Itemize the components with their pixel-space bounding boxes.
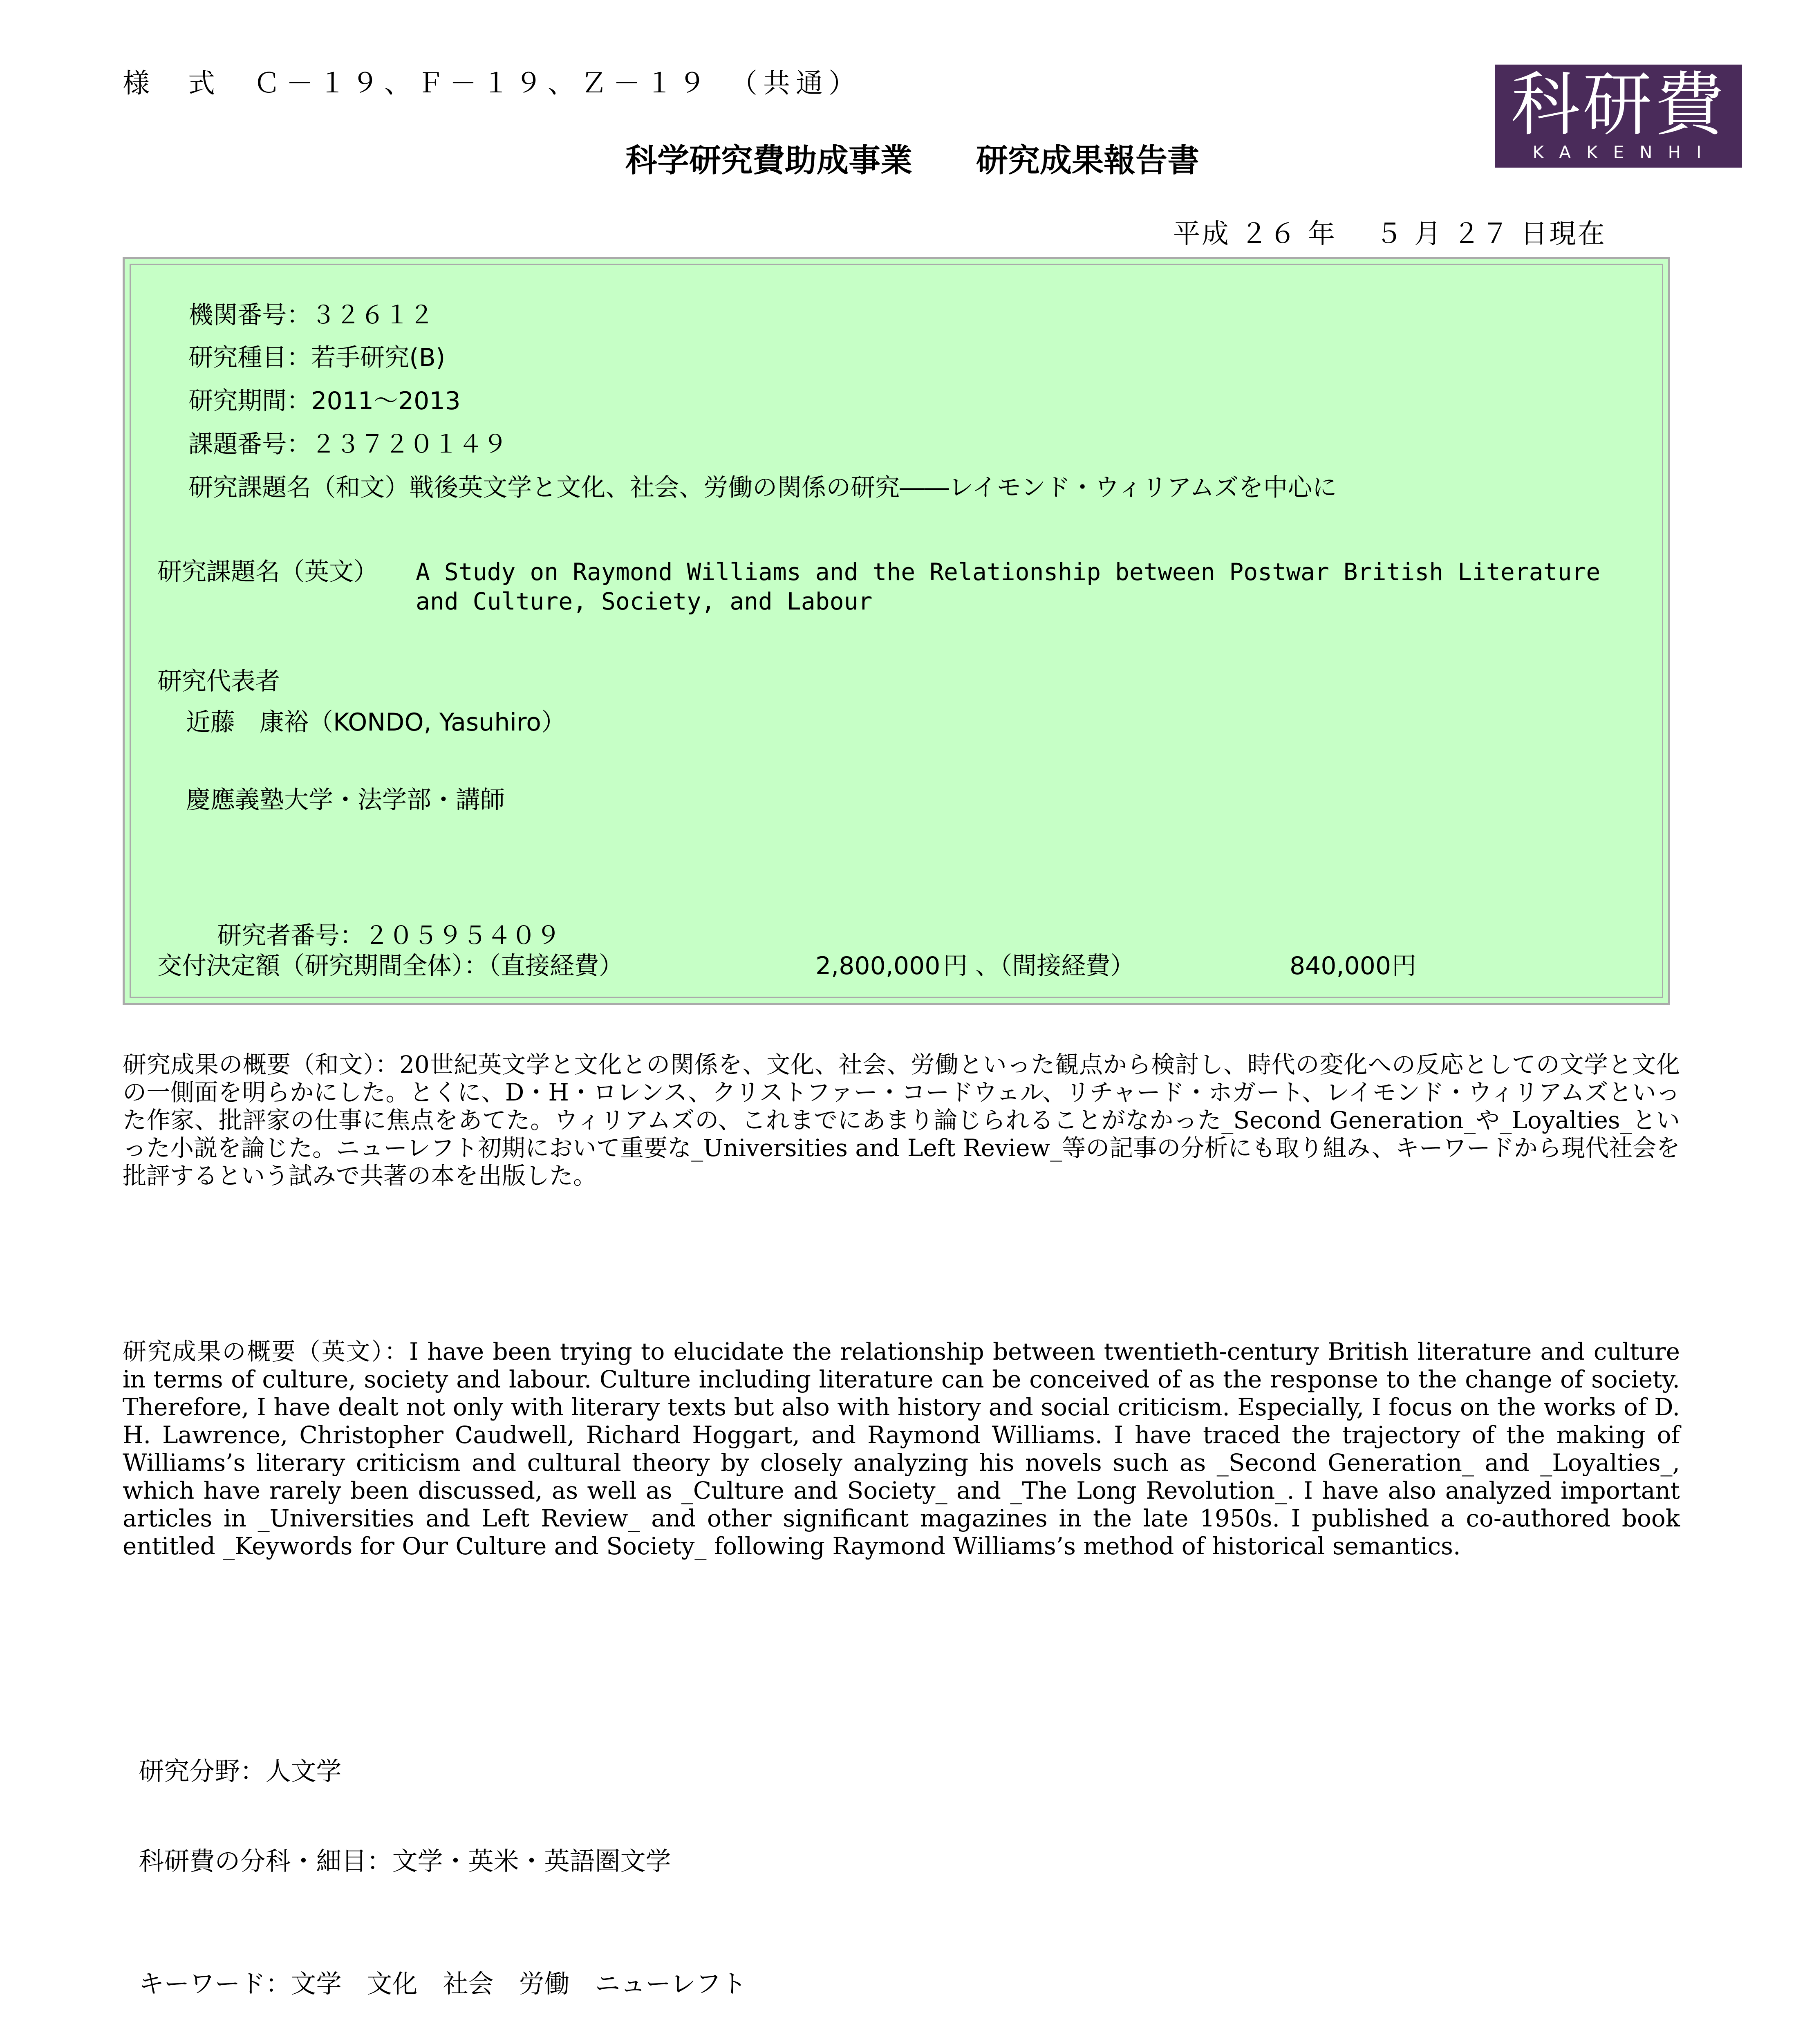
research-field <box>123 1721 341 1787</box>
period-value: 2011～2013 <box>311 387 461 415</box>
project-number-label: 課題番号： <box>188 430 311 459</box>
grant-yen-suffix: 円 <box>1392 952 1416 980</box>
researcher-number-value: ２０５９５４０９ <box>364 921 561 950</box>
page-title: 科学研究費助成事業 研究成果報告書 <box>625 142 1200 179</box>
logo-kanji: 科研費 <box>1510 65 1727 146</box>
research-field-label: 研究分野： <box>139 1756 266 1786</box>
project-title-en-line-2: and Culture, Society, and Labour <box>416 587 873 615</box>
project-title-en-label: 研究課題名（英文） <box>157 558 378 586</box>
research-subfield-value: 文学・英米・英語圏文学 <box>392 1846 671 1876</box>
project-number-value: ２３７２０１４９ <box>311 430 508 459</box>
institution-label: 機関番号： <box>188 301 311 329</box>
project-info-box <box>123 257 1670 1005</box>
kakenhi-logo <box>1495 65 1742 168</box>
abstract-japanese-text: 20世紀英文学と文化との関係を、文化、社会、労働といった観点から検討し、時代の変化への反応としての文学と文化の一側面を明らかにした。とくに、D・H・ロレンス、クリストファー・コードウェル、リチャード・ホガート、レイモンド・ウィリアムズといった作家、批評家の仕事に焦点をあてた。ウィリアムズの、これまでにあまり論じられることがなかった_Second Generation_や_Loyalties_といった小説を論じた。ニューレフト初期において重要な_Universities and Left Review_等の記事の分析にも取り組み、キーワードから現代社会を批評するという試みで共著の本を出版した。 <box>123 1051 1680 1190</box>
keywords-value: 文学 文化 社会 労働 ニューレフト <box>291 1969 747 1999</box>
abstract-japanese <box>123 1051 1680 1190</box>
keywords-label: キーワード： <box>139 1969 291 1999</box>
grant-direct-amount: 2,800,000 <box>815 952 941 980</box>
representative-label: 研究代表者 <box>157 667 280 696</box>
grant-indirect-amount: 840,000 <box>1290 952 1391 980</box>
institution-value: ３２６１２ <box>311 301 434 329</box>
grant-label: 交付決定額（研究期間全体）：（直接経費） <box>157 952 623 980</box>
project-title-jp-value: 戦後英文学と文化、社会、労働の関係の研究――レイモンド・ウィリアムズを中心に <box>409 473 1337 502</box>
report-date: 平成 ２６ 年 ５ 月 ２７ 日現在 <box>1173 218 1606 249</box>
grant-indirect-label: 円 、（間接経費） <box>943 952 1135 980</box>
research-subfield <box>123 1811 671 1877</box>
logo-roman: KAKENHI <box>1532 142 1717 162</box>
abstract-english-text: I have been trying to elucidate the relationship between twentieth-century British literature and culture in terms of culture, society and labour. Culture including literature can be conceived of as the response to the change of society. Therefore, I have dealt not only with literary texts but also with history and social criticism. Especially, I focus on the works of D. H. Lawrence, Christopher Caudwell, Richard Hoggart, and Raymond Williams. I have traced the trajectory of the making of Williams’s literary criticism and cultural theory by closely analyzing his novels such as _Second Generation_ and _Loyalties_, which have rarely been discussed, as well as _Culture and Society_ and _The Long Revolution_. I have also analyzed important articles in _Universities and Left Review_ and other significant magazines in the late 1950s. I published a co-authored book entitled _Keywords for Our Culture and Society_ following Raymond Williams’s method of historical semantics. <box>123 1338 1680 1560</box>
form-number: 様 式 Ｃ－１９、Ｆ－１９、Ｚ－１９ （共通） <box>123 67 861 99</box>
representative-affiliation: 慶應義塾大学・法学部・講師 <box>186 786 505 814</box>
keywords <box>123 1934 746 2000</box>
period-label: 研究期間： <box>188 387 311 415</box>
abstract-english-label: 研究成果の概要（英文）： <box>123 1338 410 1365</box>
researcher-number-label: 研究者番号： <box>217 921 365 950</box>
project-title-jp-label: 研究課題名（和文） <box>188 473 410 502</box>
research-subfield-label: 科研費の分科・細目： <box>139 1846 392 1876</box>
abstract-japanese-label: 研究成果の概要（和文）： <box>123 1051 399 1078</box>
category-label: 研究種目： <box>188 343 311 372</box>
research-field-value: 人文学 <box>265 1756 342 1786</box>
representative-name: 近藤 康裕（KONDO, Yasuhiro） <box>186 708 566 737</box>
project-title-jp <box>157 444 1337 532</box>
category-value: 若手研究(B) <box>311 343 446 372</box>
abstract-english <box>123 1338 1680 1560</box>
project-title-en-line-1: A Study on Raymond Williams and the Relationship between Postwar British Literature <box>416 558 1601 586</box>
